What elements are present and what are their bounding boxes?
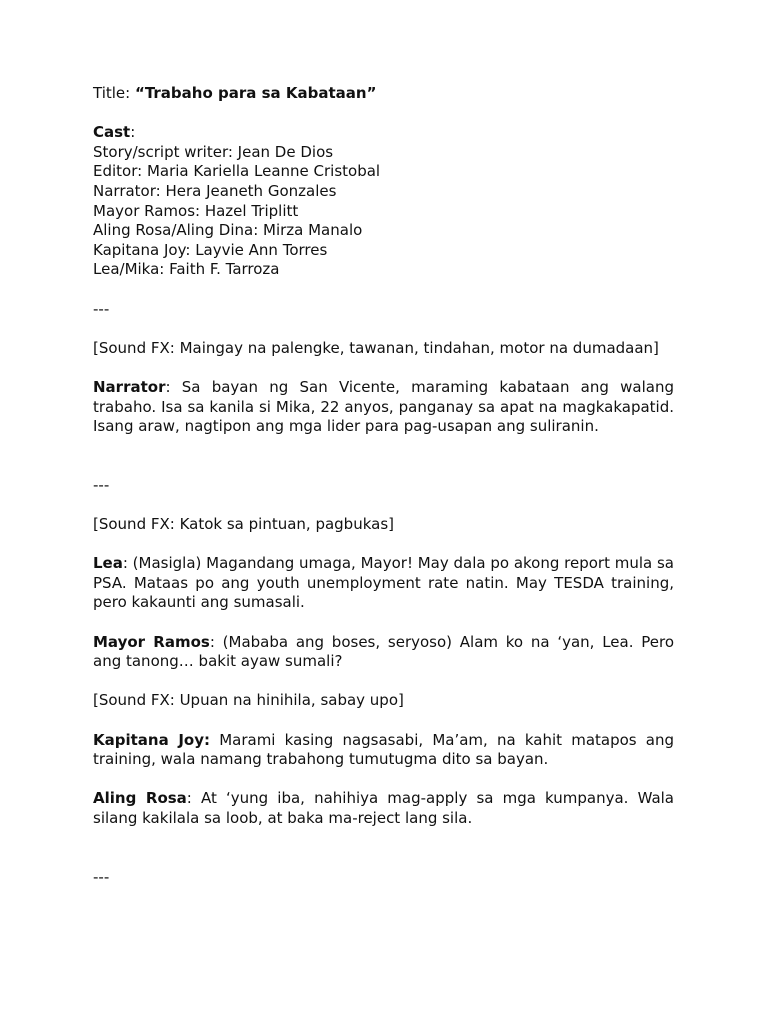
script-title: “Trabaho para sa Kabataan” [134, 84, 377, 102]
speaker-lea: Lea [93, 554, 123, 573]
spacer [93, 711, 674, 731]
cast-heading: Cast [93, 123, 131, 142]
narrator-line [93, 378, 674, 437]
spacer [93, 535, 674, 555]
cast-heading-line [93, 123, 674, 143]
script-document [93, 84, 674, 887]
mayor-dialogue: : (Mababa ang boses, seryoso) Alam ko na ‘yan, Lea. Pero ang tanong… bakit ayaw sumali? [93, 632, 674, 671]
spacer [93, 495, 674, 515]
section-separator: --- [93, 475, 110, 494]
lea-line [93, 554, 674, 613]
cast-member-lea: Lea/Mika: Faith F. Tarroza [93, 260, 280, 279]
spacer [93, 104, 674, 124]
mayor-line [93, 633, 674, 672]
sound-fx-chair: [Sound FX: Upuan na hinihila, sabay upo] [93, 691, 404, 710]
kapitana-dialogue: Marami kasing nagsasabi, Ma’am, na kahit matapos ang training, wala namang trabahong tumutugma dito sa bayan. [93, 730, 674, 769]
spacer [93, 672, 674, 692]
lea-dialogue: : (Masigla) Magandang umaga, Mayor! May dala po akong report mula sa PSA. Mataas po ang youth unemployment rate natin. May TESDA training, pero kakaunti ang sumasali. [93, 554, 674, 612]
cast-member-mayor: Mayor Ramos: Hazel Triplitt [93, 201, 299, 220]
speaker-aling-rosa: Aling Rosa [93, 789, 187, 808]
spacer [93, 280, 674, 300]
aling-rosa-dialogue: : At ‘yung iba, nahihiya mag-apply sa mga kumpanya. Wala silang kakilala sa loob, at baka ma-reject lang sila. [93, 789, 674, 827]
speaker-kapitana: Kapitana Joy: [93, 730, 211, 749]
sound-fx-market: [Sound FX: Maingay na palengke, tawanan, tindahan, motor na dumadaan] [93, 338, 659, 357]
cast-member-kapitana: Kapitana Joy: Layvie Ann Torres [93, 240, 328, 259]
speaker-mayor: Mayor Ramos [93, 632, 210, 651]
spacer [93, 437, 674, 476]
spacer [93, 613, 674, 633]
sound-fx-door: [Sound FX: Katok sa pintuan, pagbukas] [93, 515, 394, 534]
aling-rosa-line [93, 789, 674, 828]
spacer [93, 319, 674, 339]
spacer [93, 770, 674, 790]
narrator-dialogue: : Sa bayan ng San Vicente, maraming kabataan ang walang trabaho. Isa sa kanila si Mika, 22 anyos, panganay sa apat na magkakapatid. Isang araw, nagtipon ang mga lider para pag-usapan ang suliranin. [93, 377, 674, 436]
spacer [93, 358, 674, 378]
speaker-narrator: Narrator [93, 377, 166, 396]
kapitana-line [93, 731, 674, 770]
cast-member-aling-rosa: Aling Rosa/Aling Dina: Mirza Manalo [93, 221, 363, 240]
section-separator: --- [93, 299, 110, 318]
title-line [93, 84, 674, 104]
cast-member-editor: Editor: Maria Kariella Leanne Cristobal [93, 162, 381, 181]
cast-member-writer: Story/script writer: Jean De Dios [93, 142, 334, 161]
title-label: Title: [93, 84, 135, 102]
spacer [93, 829, 674, 868]
section-separator: --- [93, 867, 110, 886]
cast-colon: : [130, 123, 136, 142]
cast-member-narrator: Narrator: Hera Jeaneth Gonzales [93, 181, 337, 200]
